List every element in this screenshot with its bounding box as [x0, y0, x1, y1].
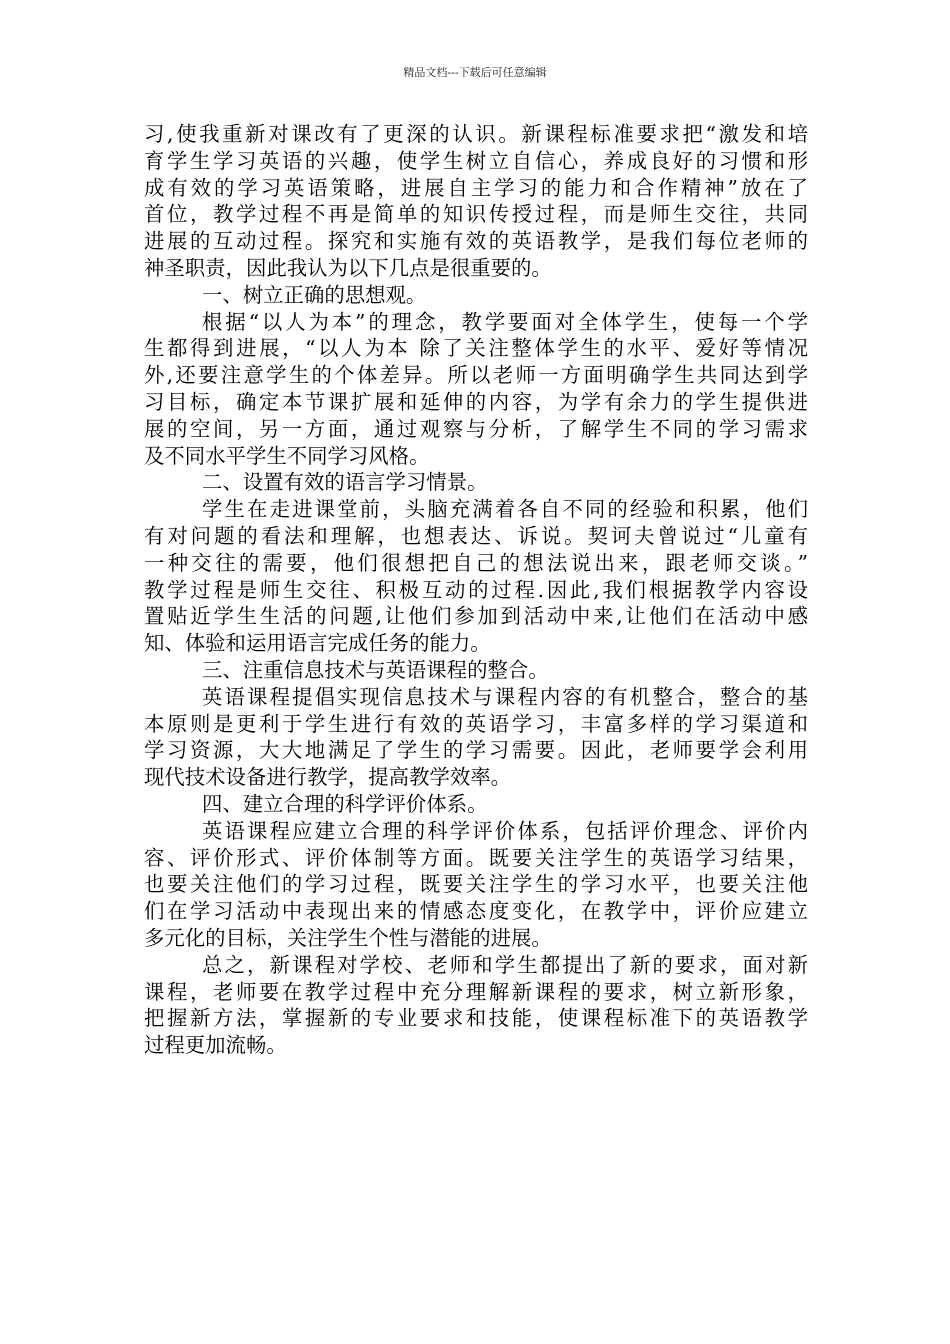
section-heading [144, 282, 808, 309]
section-heading [144, 791, 808, 818]
text-line: 英语课程应建立合理的科学评价体系，包括评价理念、评价内 [202, 818, 808, 843]
text-line: 成有效的学习英语策略，进展自主学习的能力和合作精神”放在了 [144, 175, 808, 200]
text-line: 置贴近学生生活的问题,让他们参加到活动中来,让他们在活动中感 [144, 604, 808, 629]
text-line: 教学过程是师生交往、积极互动的过程.因此,我们根据教学内容设 [144, 577, 808, 602]
text-line: 英语课程提倡实现信息技术与课程内容的有机整合，整合的基 [202, 684, 808, 709]
text-line: 展的空间，另一方面，通过观察与分析，了解学生不同的学习需求 [144, 416, 808, 441]
text-line: 根据“以人为本”的理念，教学要面对全体学生，使每一个学 [202, 309, 808, 334]
text-line: 习目标，确定本节课扩展和延伸的内容，为学有余力的学生提供进 [144, 389, 808, 414]
page-header: 精品文档---下载后可任意编辑 [403, 66, 547, 79]
text-line: 一、树立正确的思想观。 [202, 282, 427, 307]
paragraph [144, 952, 808, 1059]
text-line: 把握新方法，掌握新的专业要求和技能，使课程标准下的英语教学 [144, 1006, 808, 1031]
text-line: 一种交往的需要，他们很想把自己的想法说出来，跟老师交谈。” [144, 550, 808, 575]
text-line: 课程，老师要在教学过程中充分理解新课程的要求，树立新形象， [144, 979, 808, 1004]
text-line: 习,使我重新对课改有了更深的认识。新课程标准要求把“激发和培 [144, 122, 808, 146]
text-line: 外,还要注意学生的个体差异。所以老师一方面明确学生共同达到学 [144, 363, 808, 388]
text-line: 总之，新课程对学校、老师和学生都提出了新的要求，面对新 [202, 952, 808, 977]
text-line: 多元化的目标，关注学生个性与潜能的进展。 [144, 925, 552, 950]
text-line: 神圣职责，因此我认为以下几点是很重要的。 [144, 255, 552, 280]
text-line: 有对问题的看法和理解，也想表达、诉说。契诃夫曾说过“儿童有 [144, 523, 808, 548]
text-line: 进展的互动过程。探究和实施有效的英语教学，是我们每位老师的 [144, 229, 808, 254]
text-line: 四、建立合理的科学评价体系。 [202, 791, 488, 816]
document-body [144, 121, 808, 1059]
text-line: 二、设置有效的语言学习情景。 [202, 470, 488, 495]
paragraph [144, 496, 808, 657]
text-line: 容、评价形式、评价体制等方面。既要关注学生的英语学习结果， [144, 845, 808, 870]
paragraph [144, 309, 808, 470]
text-line: 首位，教学过程不再是简单的知识传授过程，而是师生交往，共同 [144, 202, 808, 227]
section-heading [144, 469, 808, 496]
text-line: 过程更加流畅。 [144, 1033, 287, 1058]
paragraph [144, 684, 808, 791]
text-line: 也要关注他们的学习过程，既要关注学生的学习水平，也要关注他 [144, 872, 808, 897]
text-line: 及不同水平学生不同学习风格。 [144, 443, 430, 468]
text-line: 现代技术设备进行教学，提高教学效率。 [144, 765, 512, 790]
text-line: 们在学习活动中表现出来的情感态度变化，在教学中，评价应建立 [144, 899, 808, 924]
text-line: 学生在走进课堂前，头脑充满着各自不同的经验和积累，他们 [202, 497, 808, 522]
text-line: 三、注重信息技术与英语课程的整合。 [202, 657, 549, 682]
text-line: 生都得到进展，“以人为本 除了关注整体学生的水平、爱好等情况 [144, 336, 808, 361]
text-line: 学习资源，大大地满足了学生的学习需要。因此，老师要学会利用 [144, 738, 808, 763]
text-line: 知、体验和运用语言完成任务的能力。 [144, 631, 491, 656]
section-heading [144, 657, 808, 684]
text-line: 本原则是更利于学生进行有效的英语学习，丰富多样的学习渠道和 [144, 711, 808, 736]
paragraph [144, 818, 808, 952]
paragraph [144, 121, 808, 282]
text-line: 育学生学习英语的兴趣，使学生树立自信心，养成良好的习惯和形 [144, 148, 808, 173]
